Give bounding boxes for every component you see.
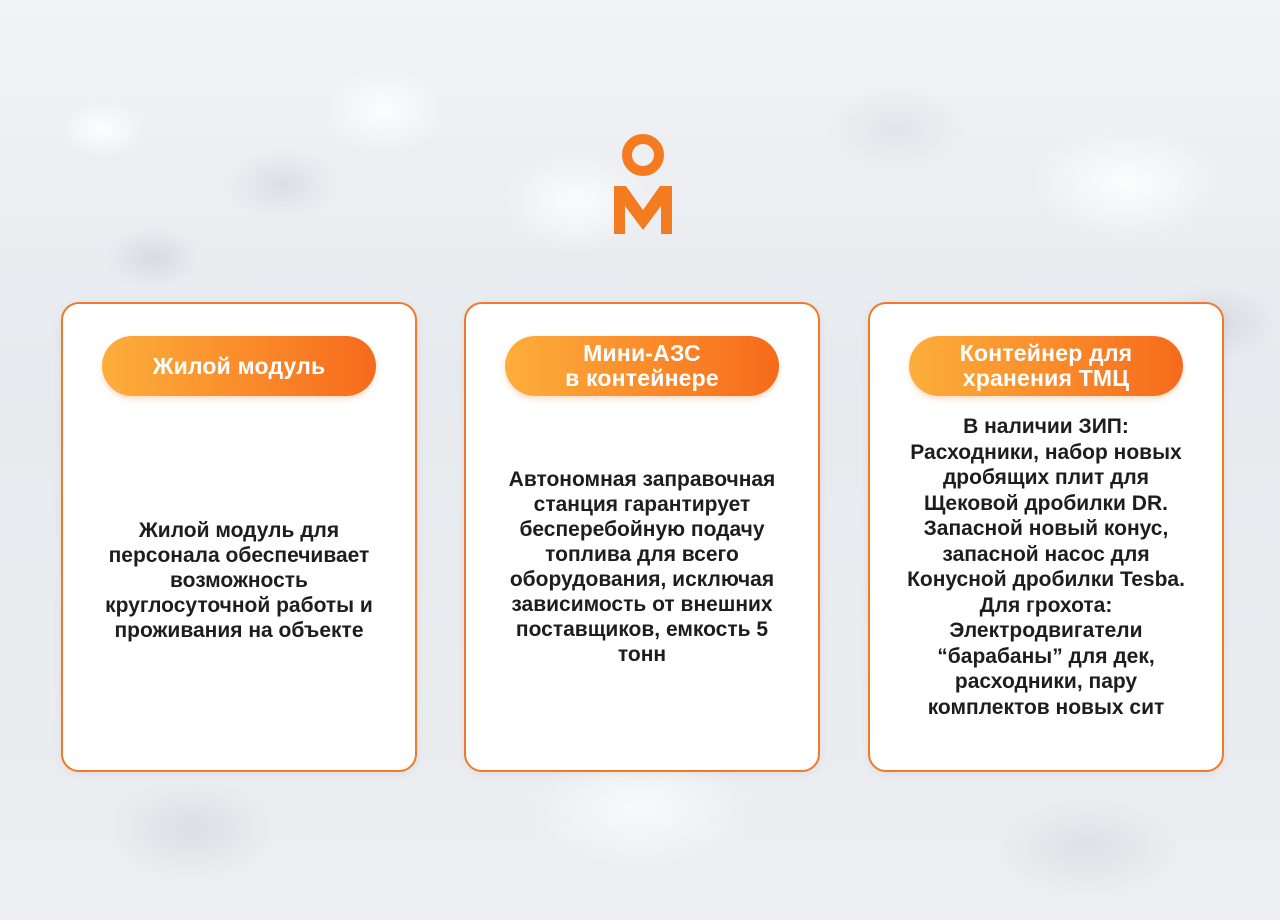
card-description: Автономная заправочная станция гарантирует бесперебойную подачу топлива для всего оборудования, исключая зависимость от внешних поставщиков, емкость 5 тонн — [508, 468, 776, 666]
card-body — [79, 396, 399, 764]
card-title-badge — [505, 336, 779, 396]
card-description: Жилой модуль для персонала обеспечивает возможность круглосуточной работы и проживания на объекте — [105, 518, 373, 642]
om-logo-icon — [612, 134, 674, 236]
card-mini-fuel-station — [464, 302, 820, 772]
card-title-badge — [102, 336, 376, 396]
card-title: Контейнер для хранения ТМЦ — [959, 340, 1133, 391]
card-living-module — [61, 302, 417, 772]
card-body — [482, 404, 802, 730]
card-title-badge — [909, 336, 1183, 396]
card-title: Жилой модуль — [152, 352, 326, 379]
card-storage-container — [868, 302, 1224, 772]
card-title: Мини-АЗС в контейнере — [565, 340, 719, 391]
card-body — [886, 412, 1206, 722]
card-description: В наличии ЗИП: Расходники, набор новых дробящих плит для Щековой дробилки DR. Запасной новый конус, запасной насос для Конусной дробилки Tesba. Для грохота: Электродвигатели “барабаны” для дек, расходники, пару комплектов новых сит — [907, 415, 1185, 719]
